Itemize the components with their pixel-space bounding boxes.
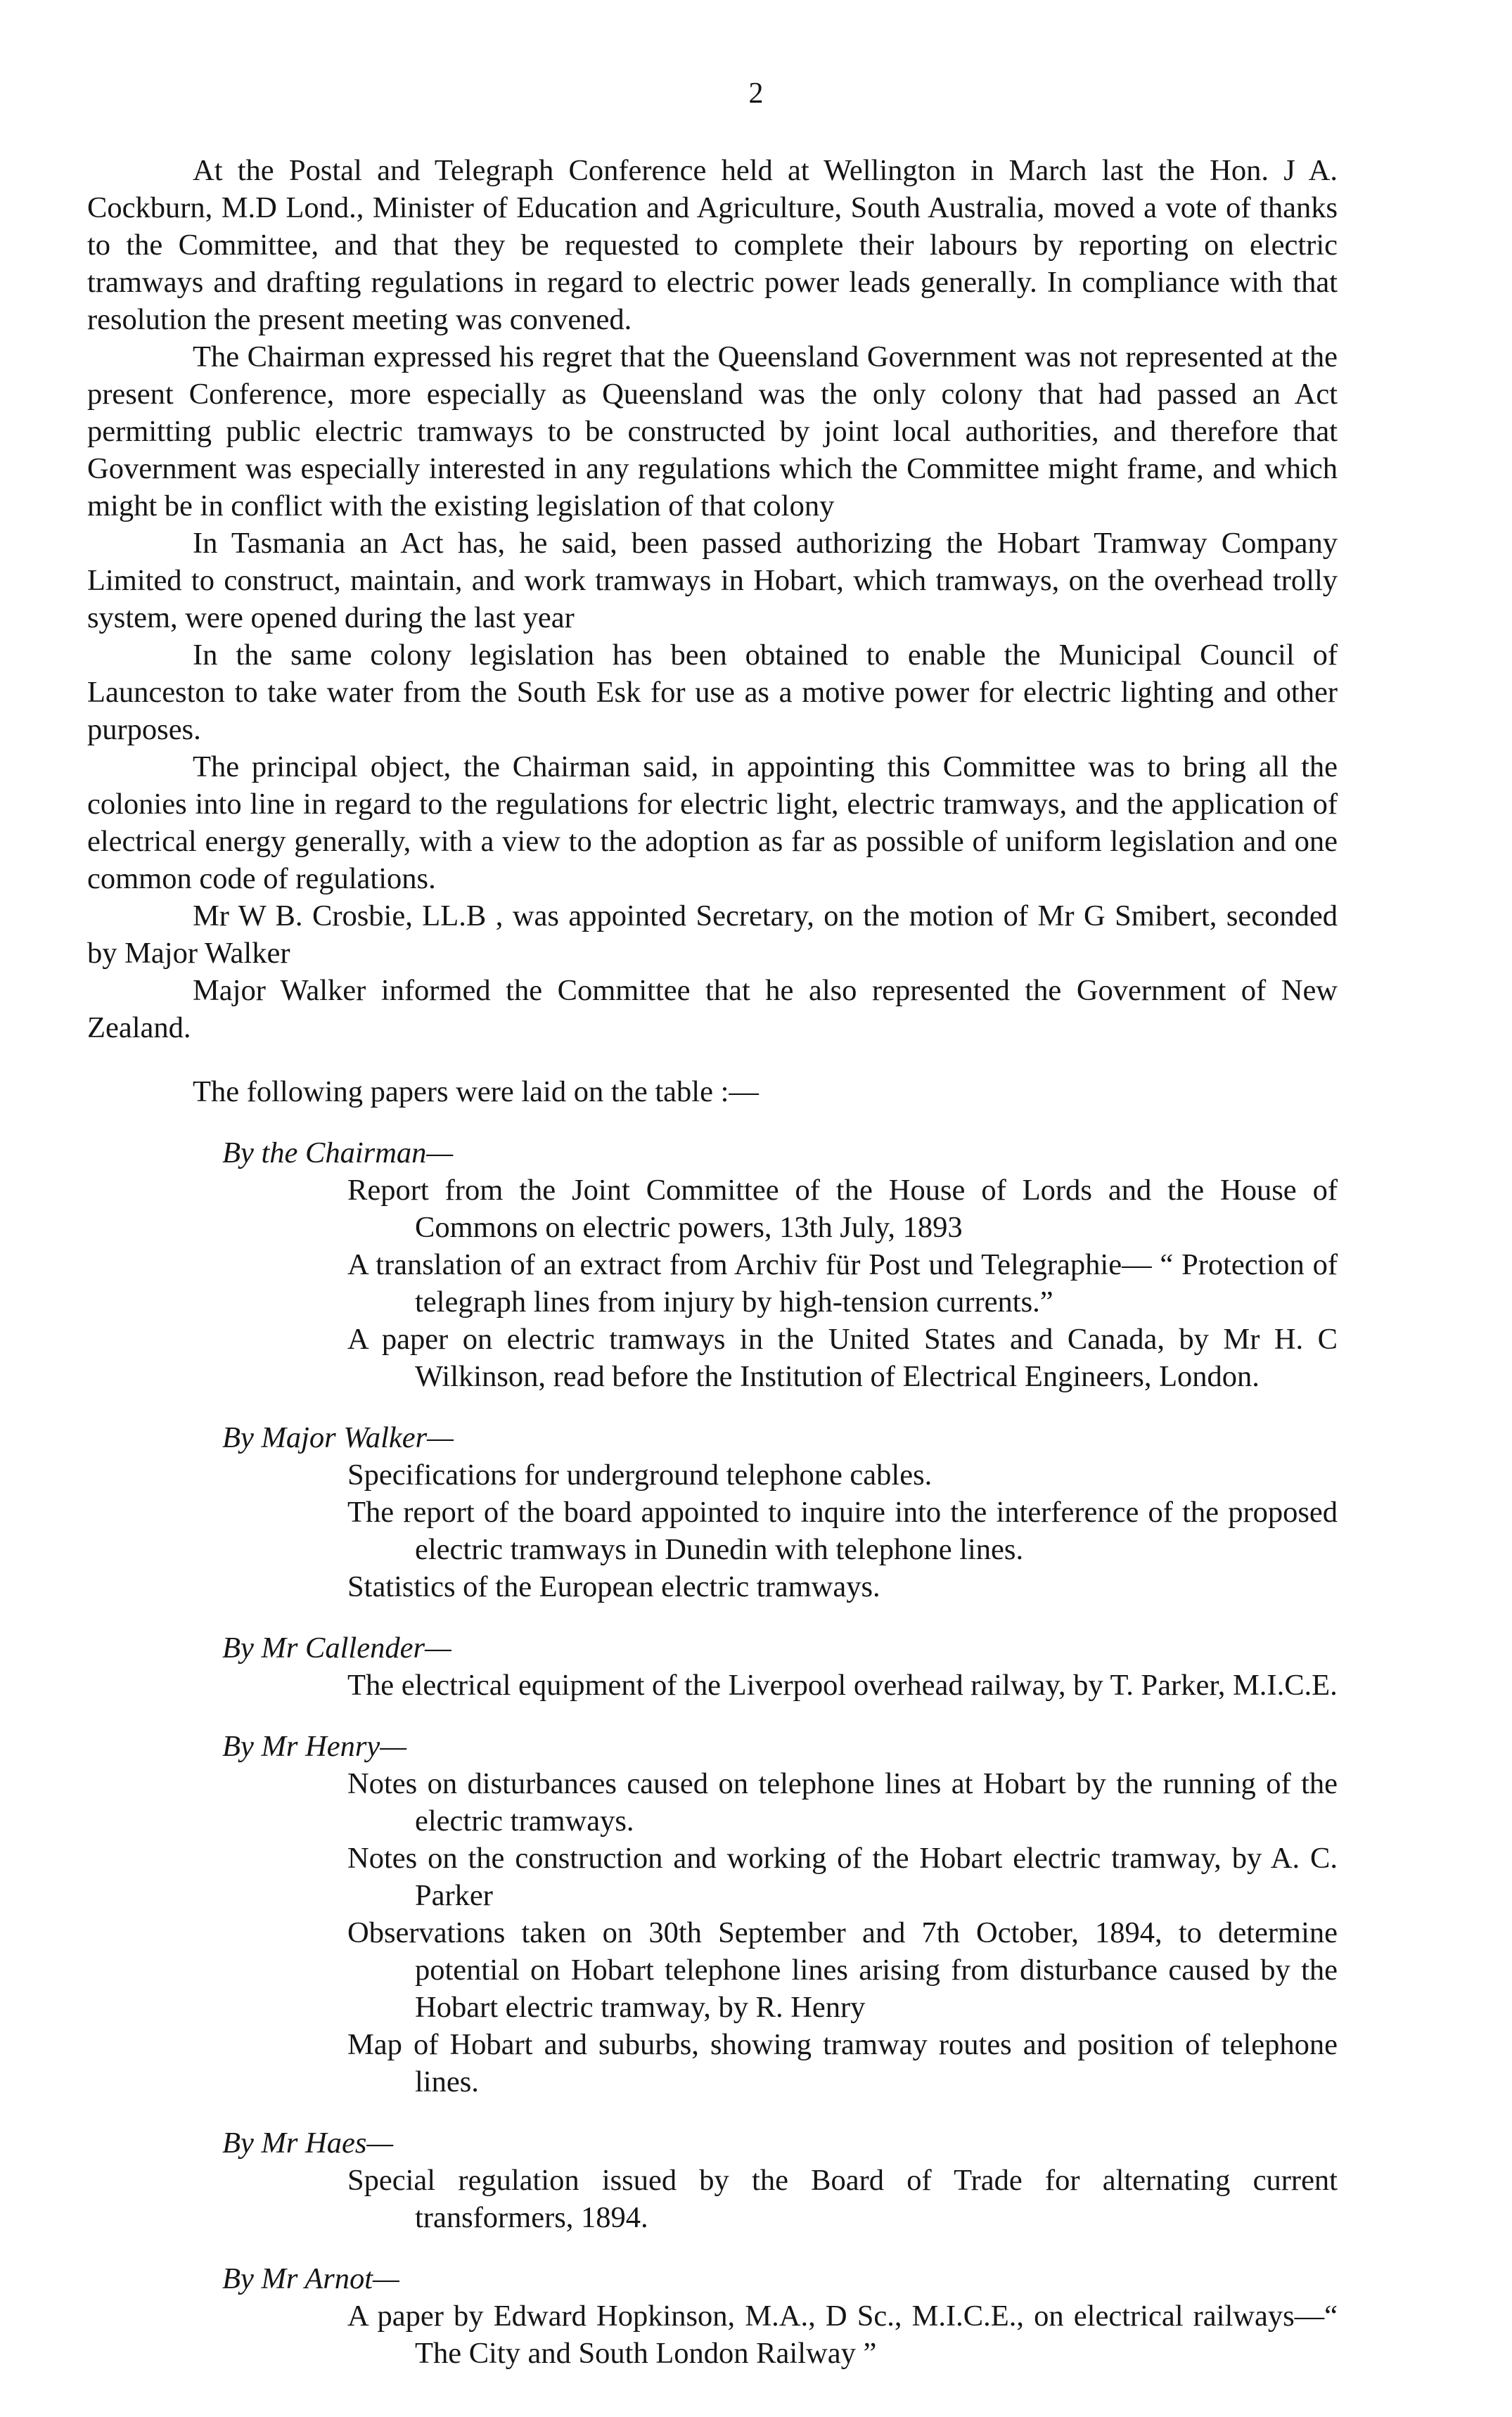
paper-item: Map of Hobart and suburbs, showing tramway routes and position of telephone lines. [347,2028,1338,2098]
paper-item: The report of the board appointed to inquire into the interference of the proposed electric tramways in Dunedin with telephone lines. [347,1496,1338,1566]
paper-item: A translation of an extract from Archiv für Post und Telegraphie— “ Protection of telegraph lines from injury by high-tension currents.” [347,1248,1338,1319]
group-heading: By Mr Arnot— [222,2262,399,2295]
paragraph-queensland: The Chairman expressed his regret that the Queensland Government was not represented at the present Conference, more especially as Queensland was the only colony that had passed an Act permitting public electric tramways to be constructed by joint local authorities, and therefore that Government was especially interested in any regulations which the Committee might frame, and which might be in conflict with the existing legislation of that colony [87,340,1338,522]
papers-group-arnot [87,2260,1338,2372]
paragraph-secretary: Mr W B. Crosbie, LL.B , was appointed Secretary, on the motion of Mr G Smibert, seconded by Major Walker [87,899,1338,970]
paragraph-conference: At the Postal and Telegraph Conference held at Wellington in March last the Hon. J A. Cockburn, M.D Lond., Minister of Education and Agriculture, South Australia, moved a vote of thanks to the Committee, and that they be requested to complete their labours by reporting on electric tramways and drafting regulations in regard to electric power leads generally. In compliance with that resolution the present meeting was convened. [87,154,1338,336]
paper-item: Statistics of the European electric tramways. [347,1570,880,1603]
papers-group-haes [87,2124,1338,2236]
papers-group-chairman [87,1134,1338,1395]
paragraph-major-walker: Major Walker informed the Committee that he also represented the Government of New Zealand. [87,974,1338,1044]
paper-item: A paper on electric tramways in the United States and Canada, by Mr H. C Wilkinson, read before the Institution of Electrical Engineers, London. [347,1323,1338,1393]
paper-item: A paper by Edward Hopkinson, M.A., D Sc., M.I.C.E., on electrical railways—“ The City and South London Railway ” [347,2300,1338,2370]
paper-item: The electrical equipment of the Liverpool overhead railway, by T. Parker, M.I.C.E. [347,1669,1338,1702]
papers-group-callender [87,1629,1338,1704]
group-heading: By Mr Haes— [222,2127,394,2160]
group-heading: By Mr Callender— [222,1631,451,1665]
page-number: 2 [748,77,764,110]
group-heading: By Mr Henry— [222,1730,407,1763]
group-heading: By Major Walker— [222,1421,454,1454]
papers-group-henry [87,1728,1338,2101]
papers-group-major-walker [87,1419,1338,1605]
paper-item: Notes on disturbances caused on telephone lines at Hobart by the running of the electric tramways. [347,1767,1338,1838]
papers-intro: The following papers were laid on the table :— [193,1075,759,1108]
group-heading: By the Chairman— [222,1136,454,1169]
paper-item: Report from the Joint Committee of the House of Lords and the House of Commons on electric powers, 13th July, 1893 [347,1174,1338,1244]
paper-item: Special regulation issued by the Board of Trade for alternating current transformers, 1894. [347,2164,1338,2234]
paper-item: Specifications for underground telephone cables. [347,1458,933,1492]
document-body [87,152,1338,2372]
paragraph-tasmania: In Tasmania an Act has, he said, been passed authorizing the Hobart Tramway Company Limited to construct, maintain, and work tramways in Hobart, which tramways, on the overhead trolly system, were opened during the last year [87,527,1338,634]
paragraph-principal-object: The principal object, the Chairman said, in appointing this Committee was to bring all the colonies into line in regard to the regulations for electric light, electric tramways, and the application of electrical energy generally, with a view to the adoption as far as possible of uniform legislation and one common code of regulations. [87,750,1338,895]
paper-item: Observations taken on 30th September and 7th October, 1894, to determine potential on Hobart telephone lines arising from disturbance caused by the Hobart electric tramway, by R. Henry [347,1916,1338,2024]
paragraph-launceston: In the same colony legislation has been obtained to enable the Municipal Council of Launceston to take water from the South Esk for use as a motive power for electric lighting and other purposes. [87,639,1338,746]
paper-item: Notes on the construction and working of the Hobart electric tramway, by A. C. Parker [347,1842,1338,1912]
